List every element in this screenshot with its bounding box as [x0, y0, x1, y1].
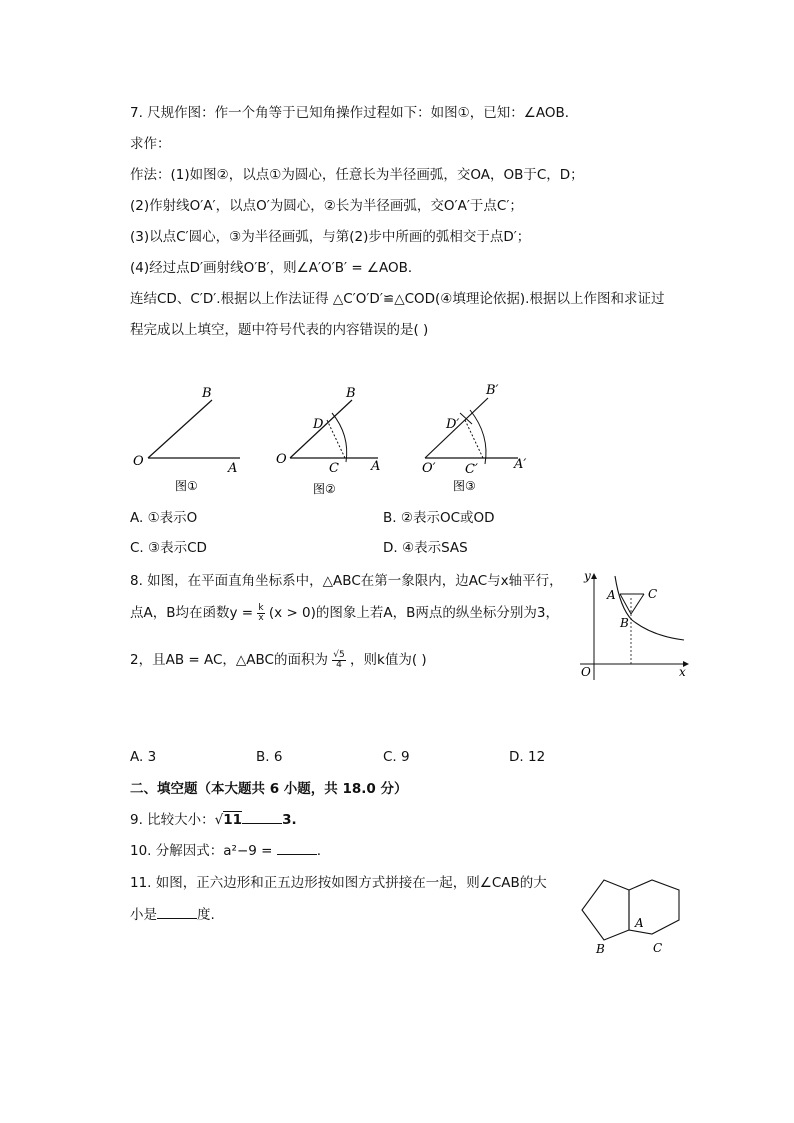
q8-label-o: O [581, 665, 591, 679]
fig1-label-a: A [228, 461, 238, 476]
fig3-label-c: C′ [465, 462, 478, 477]
q8-k-over-x [257, 604, 264, 623]
q9-answer-blank[interactable] [242, 809, 282, 824]
q7-figures [120, 380, 560, 500]
q7-step5: 连结CD、C′D′.根据以上作法证得 △C′O′D′≌△COD(④填理论依据).根据以上作图和求证过 [130, 291, 665, 307]
q8-line2-end: (x > 0)的图象上若A，B两点的纵坐标分别为3， [268, 605, 559, 621]
fig3-label-b: B′ [486, 383, 499, 398]
q7-step2: (2)作射线O′A′，以点O′为圆心，②长为半径画弧，交O′A′于点C′； [130, 198, 523, 214]
q9-radicand: 11 [223, 812, 243, 828]
q8-label-b: B [620, 616, 629, 630]
q8-area-den: 4 [336, 659, 342, 670]
fig3-label-o: O′ [422, 461, 436, 476]
q8-graph [572, 568, 694, 682]
fig3-caption: 图③ [453, 479, 476, 493]
figure-1 [133, 386, 240, 493]
q8-label-x: x [679, 665, 686, 679]
q8-option-c[interactable]: C. 9 [383, 749, 410, 765]
fig1-caption: 图① [175, 479, 198, 493]
q7-stem: 7. 尺规作图：作一个角等于已知角操作过程如下：如图①，已知：∠AOB． [130, 105, 579, 121]
fig2-label-a: A [371, 459, 381, 474]
fig1-label-o: O [133, 454, 144, 469]
fig2-label-o: O [276, 452, 287, 467]
q7-step3: (3)以点C′圆心，③为半径画弧，与第(2)步中所画的弧相交于点D′； [130, 229, 531, 245]
q8-line2 [130, 603, 559, 623]
q8-line1: 8. 如图，在平面直角坐标系中，△ABC在第一象限内，边AC与x轴平行， [130, 573, 563, 589]
q7-option-a[interactable]: A. ①表示O [130, 510, 198, 526]
q8-option-a[interactable]: A. 3 [130, 749, 157, 765]
fig1-label-b: B [202, 386, 212, 401]
q8-line3 [130, 650, 427, 670]
fig3-label-a: A′ [514, 457, 527, 472]
fig2-label-b: B [346, 386, 356, 401]
q11-line2-end: 度. [197, 907, 215, 923]
q8-line3-end: ，则k值为( ) [350, 652, 427, 668]
q11-line2-start: 小是 [130, 907, 157, 923]
q8-area-fraction [332, 651, 345, 670]
figure-2 [276, 386, 380, 496]
fig2-caption: 图② [313, 482, 336, 496]
q10-answer-blank[interactable] [277, 840, 317, 855]
q11-label-b: B [596, 942, 605, 956]
fig3-label-d: D′ [446, 417, 460, 432]
q8-option-d[interactable]: D. 12 [509, 749, 546, 765]
q7-step6: 程完成以上填空，题中符号代表的内容错误的是( ) [130, 322, 429, 338]
q8-option-b[interactable]: B. 6 [256, 749, 283, 765]
fig2-label-c: C [329, 461, 339, 476]
q11-figure [576, 872, 696, 962]
q11-label-c: C [653, 941, 663, 955]
q7-step4: (4)经过点D′画射线O′B′，则∠A′O′B′ = ∠AOB． [130, 260, 422, 276]
q11-line1: 11. 如图，正六边形和正五边形按如图方式拼接在一起，则∠CAB的大 [130, 875, 547, 891]
q8-line2-start: 点A，B均在函数y = [130, 605, 254, 621]
q7-option-c[interactable]: C. ③表示CD [130, 540, 207, 556]
q9-suffix: 3. [282, 812, 297, 828]
q11-line2 [130, 904, 215, 925]
q8-line3-start: 2，且AB = AC，△ABC的面积为 [130, 652, 328, 668]
q7-option-d[interactable]: D. ④表示SAS [383, 540, 468, 556]
q10-suffix: . [316, 843, 322, 859]
q9 [130, 809, 297, 830]
section2-title: 二、填空题（本大题共 6 小题，共 18.0 分） [130, 781, 408, 797]
fig2-label-d: D [313, 417, 324, 432]
q9-sqrt-sign: √ [214, 812, 224, 828]
q11-answer-blank[interactable] [157, 904, 197, 919]
figure-3 [422, 383, 526, 493]
q8-label-y: y [584, 569, 591, 583]
q7-option-b[interactable]: B. ②表示OC或OD [383, 510, 495, 526]
q10 [130, 840, 321, 861]
q8-frac-den: x [258, 612, 264, 623]
q10-prefix: 10. 分解因式：a²−9 = [130, 843, 277, 859]
q9-prefix: 9. 比较大小： [130, 812, 215, 828]
q8-label-a: A [607, 588, 616, 602]
q8-label-c: C [648, 587, 658, 601]
q7-step1: 作法：(1)如图②，以点①为圆心，任意长为半径画弧，交OA，OB于C，D； [130, 167, 584, 183]
q8-area-num: √5 [333, 649, 345, 660]
q11-label-a: A [635, 916, 644, 930]
q8-frac-num: k [258, 602, 264, 613]
q7-line2: 求作： [130, 136, 171, 152]
